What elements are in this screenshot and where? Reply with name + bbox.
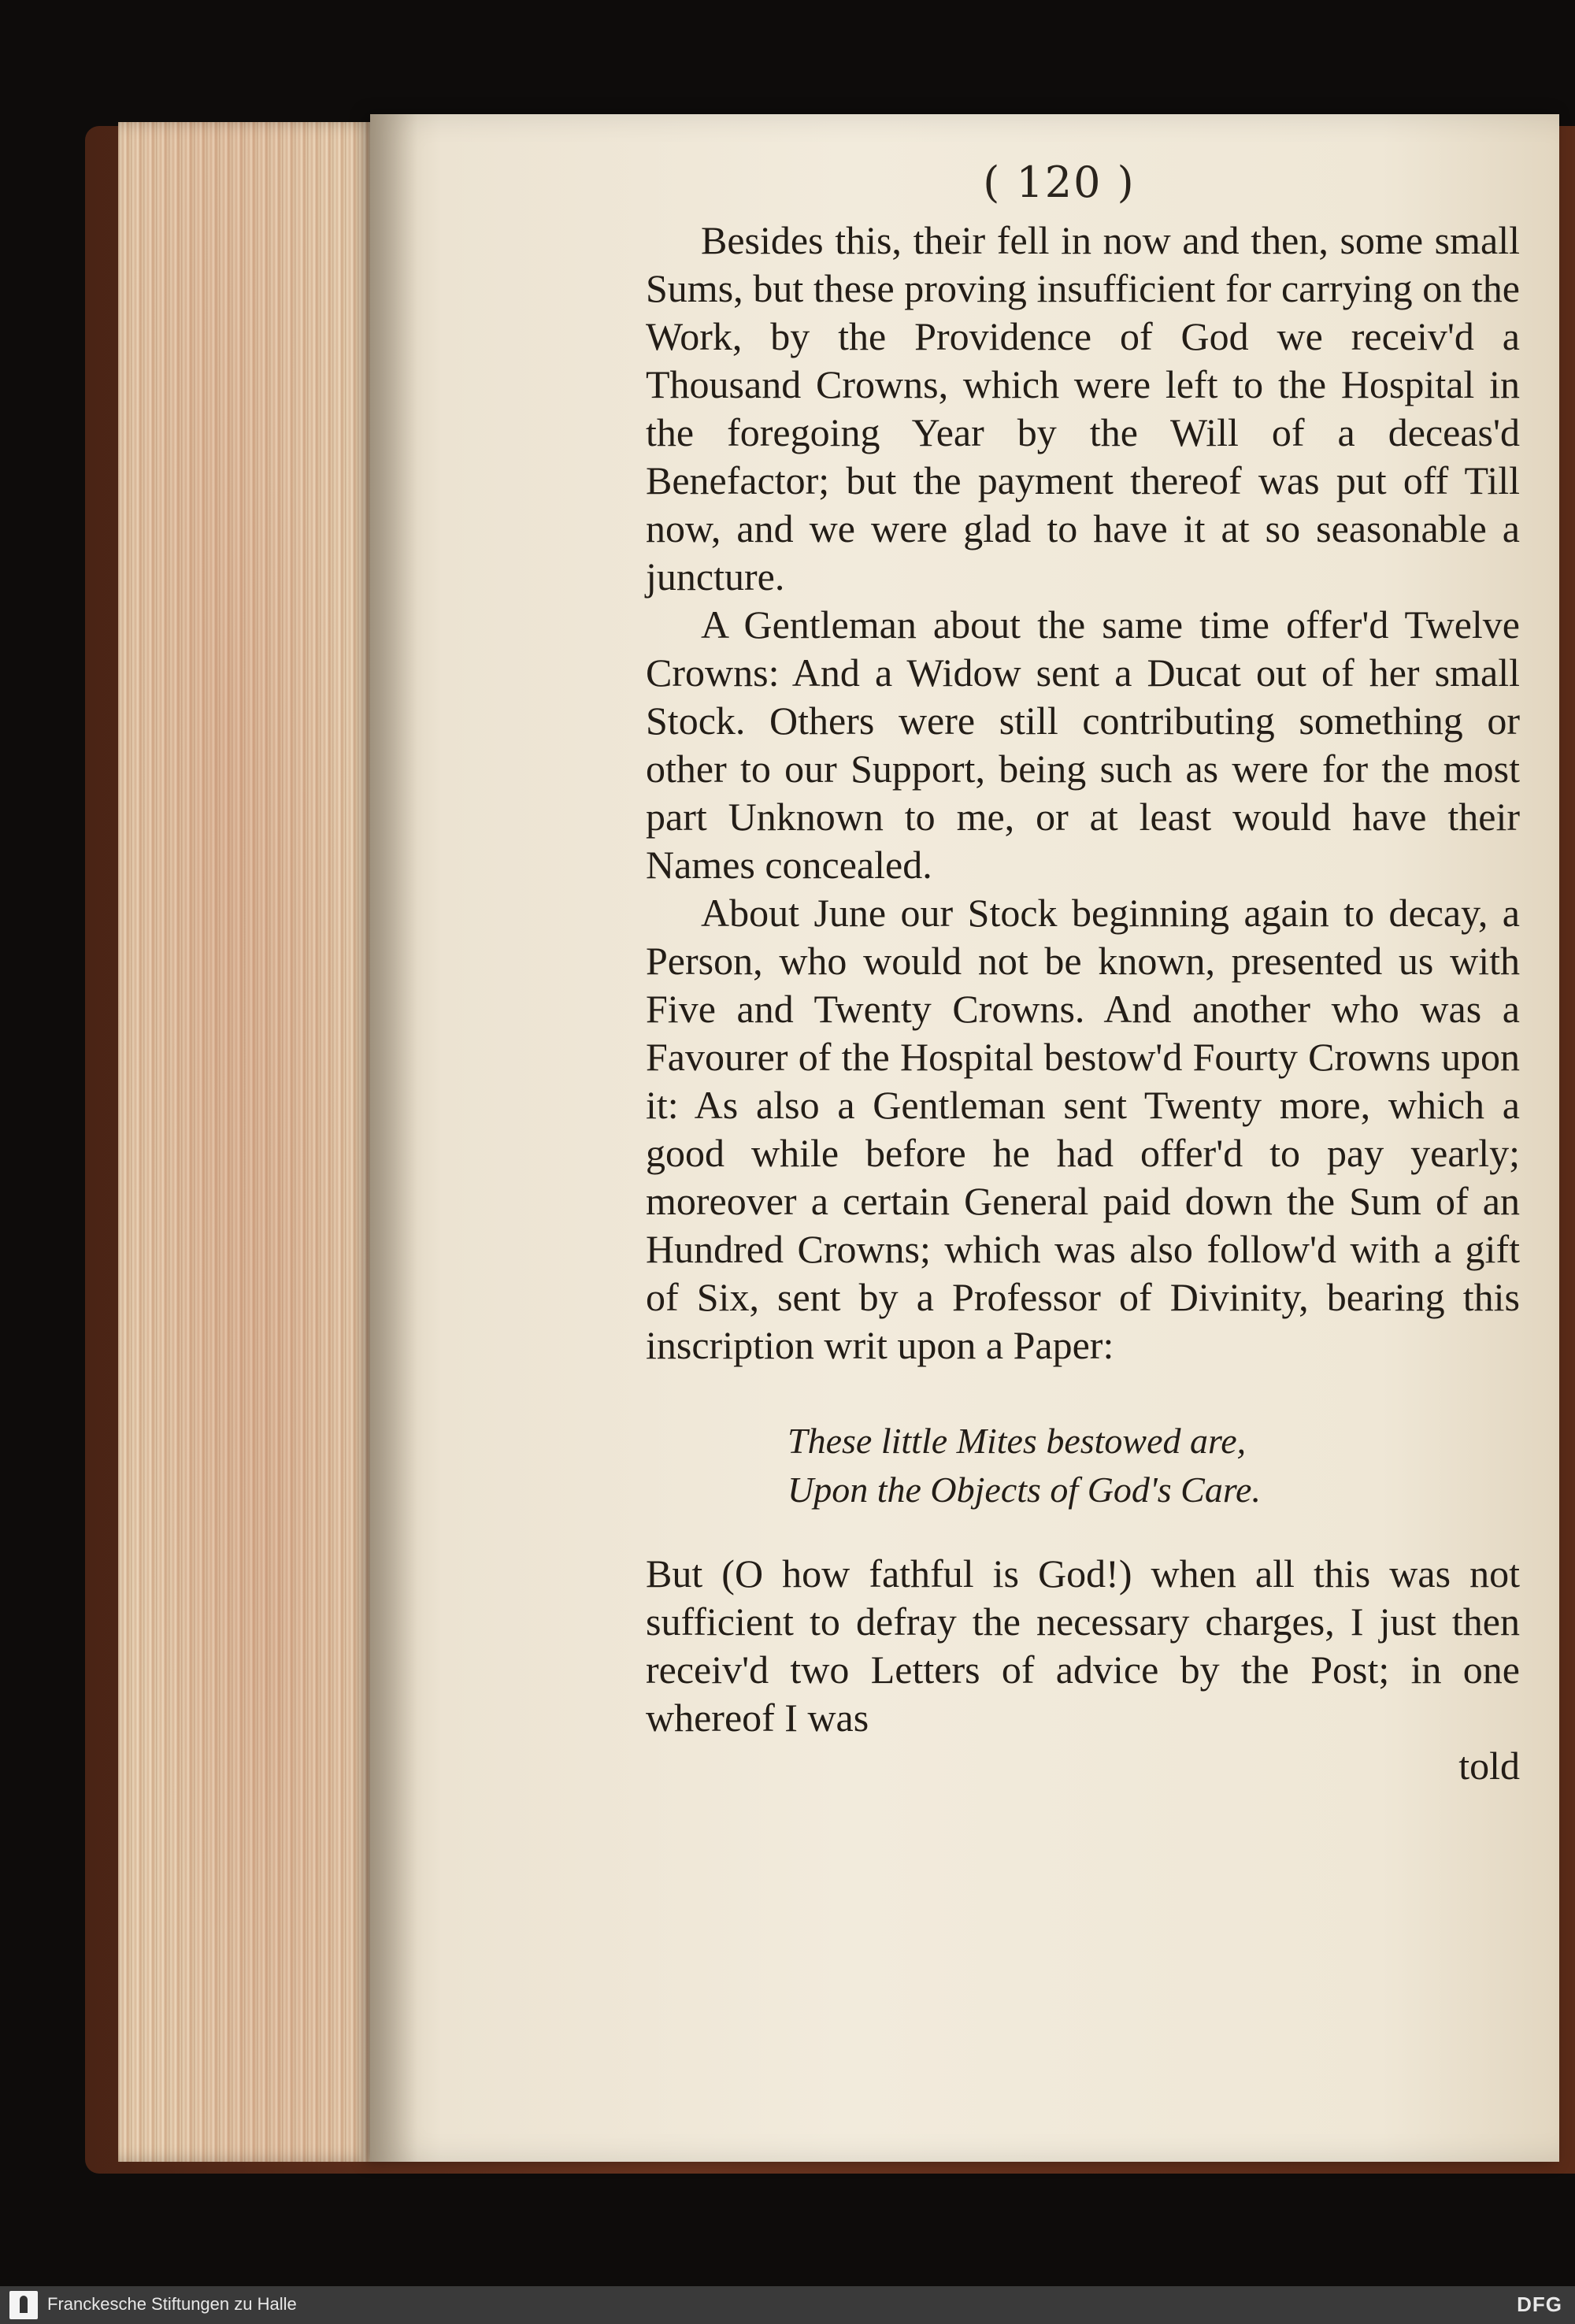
- paragraph-2: A Gentleman about the same time offer'd Twelve Crowns: And a Widow sent a Ducat out of her small Stock. Others were still contributing something or other to our Support, being such as were for the most part Unknown to me, or at least would have their Names concealed.: [646, 602, 1520, 887]
- catchword: told: [1458, 1744, 1520, 1788]
- verse-line-2: Upon the Objects of God's Care.: [788, 1470, 1261, 1510]
- page-text: [646, 217, 1520, 1790]
- institution-logo-icon: [9, 2291, 38, 2319]
- gutter-shadow: [370, 114, 417, 2162]
- verse-block: [646, 1417, 1520, 1514]
- paragraph-3: About June our Stock beginning again to decay, a Person, who would not be known, presented us with Five and Twenty Crowns. And another who was a Favourer of the Hospital bestow'd Fourty Crowns upon it: As also a Gentleman sent Twenty more, which a good while before he had offer'd to pay yearly; moreover a certain General paid down the Sum of an Hundred Crowns; which was also follow'd with a gift of Six, sent by a Professor of Divinity, bearing this inscription writ upon a Paper:: [646, 891, 1520, 1367]
- paragraph-1: Besides this, their fell in now and then, some small Sums, but these proving insufficient for carrying on the Work, by the Providence of God we receiv'd a Thousand Crowns, which were left to the Hospital in the foregoing Year by the Will of a deceas'd Benefactor; but the payment thereof was put off Till now, and we were glad to have it at so seasonable a juncture.: [646, 218, 1520, 599]
- institution-name: Franckesche Stiftungen zu Halle: [47, 2294, 297, 2314]
- verse-line-1: These little Mites bestowed are,: [788, 1421, 1247, 1461]
- closing-paragraph: But (O how fathful is God!) when all this was not sufficient to defray the necessary charges, I just then receiv'd two Letters of advice by the Post; in one whereof I was: [646, 1551, 1520, 1740]
- dfg-logo: DFG: [1517, 2292, 1562, 2316]
- page-number: ( 120 ): [983, 158, 1136, 207]
- page-edges: [118, 122, 378, 2162]
- viewer-footer: [0, 2286, 1575, 2324]
